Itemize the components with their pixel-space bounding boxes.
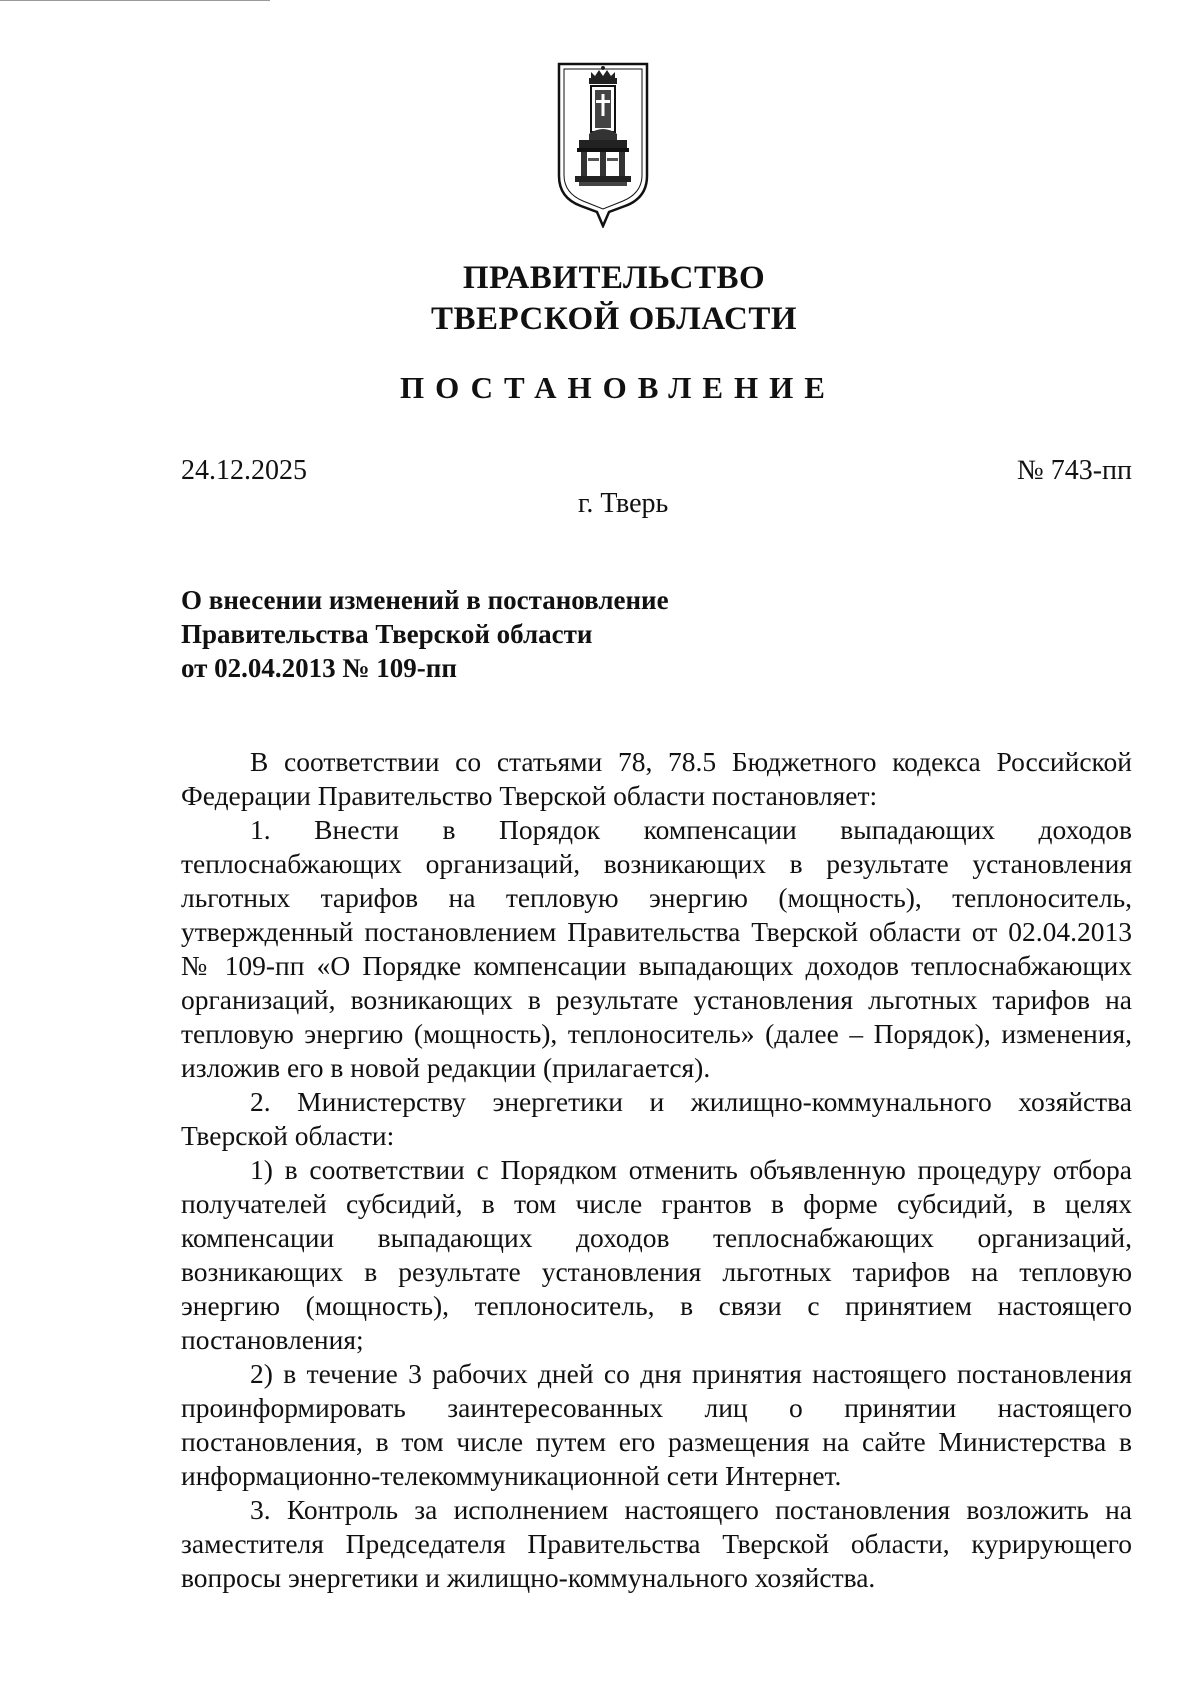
coat-of-arms-icon	[555, 58, 651, 228]
body-paragraph-item-3: 3. Контроль за исполнением настоящего постановления возложить на заместителя Председателя Правительства Тверской области, курирующего вопросы энергетики и жилищно-коммунального хозяйства.	[181, 1494, 1132, 1593]
body-paragraph-item-1: 1. Внести в Порядок компенсации выпадающих доходов теплоснабжающих организаций, возникающих в результате установления льготных тарифов на тепловую энергию (мощность), теплоноситель, утвержденный постановлением Правительства Тверской области от 02.04.2013 № 109-пп «О Порядке компенсации выпадающих доходов теплоснабжающих организаций, возникающих в результате установления льготных тарифов на тепловую энергию (мощность), теплоноситель» (далее – Порядок), изменения, изложив его в новой редакции (прилагается).	[181, 814, 1132, 1083]
document-type-heading: ПОСТАНОВЛЕНИЕ	[400, 370, 836, 405]
document-date: 24.12.2025	[181, 455, 307, 486]
body-paragraph-subitem-2: 2) в течение 3 рабочих дней со дня принятия настоящего постановления проинформировать заинтересованных лиц о принятии настоящего постановления, в том числе путем его размещения на сайте Министерства в информационно-телекоммуникационной сети Интернет.	[181, 1358, 1132, 1491]
body-paragraph-subitem-1: 1) в соответствии с Порядком отменить объявленную процедуру отбора получателей субсидий, в том числе грантов в форме субсидий, в целях компенсации выпадающих доходов теплоснабжающих организаций, возникающих в результате установления льготных тарифов на тепловую энергию (мощность), теплоноситель, в связи с принятием настоящего постановления;	[181, 1154, 1132, 1355]
document-number: № 743-пп	[1016, 455, 1132, 486]
body-paragraph-preamble: В соответствии со статьями 78, 78.5 Бюджетного кодекса Российской Федерации Правительство Тверской области постановляет:	[181, 746, 1132, 811]
organization-name-line1: ПРАВИТЕЛЬСТВО	[462, 260, 766, 296]
document-body	[181, 745, 1132, 1595]
document-title-line2: Правительства Тверской области	[181, 619, 593, 649]
scan-edge-line	[0, 0, 270, 1]
document-title-line1: О внесении изменений в постановление	[181, 585, 669, 615]
body-paragraph-item-2: 2. Министерству энергетики и жилищно-коммунального хозяйства Тверской области:	[181, 1086, 1132, 1151]
document-city: г. Тверь	[578, 488, 669, 519]
organization-name-line2: ТВЕРСКОЙ ОБЛАСТИ	[430, 301, 798, 337]
document-title	[181, 583, 669, 685]
document-title-line3: от 02.04.2013 № 109-пп	[181, 653, 457, 683]
organization-name	[0, 258, 1200, 340]
